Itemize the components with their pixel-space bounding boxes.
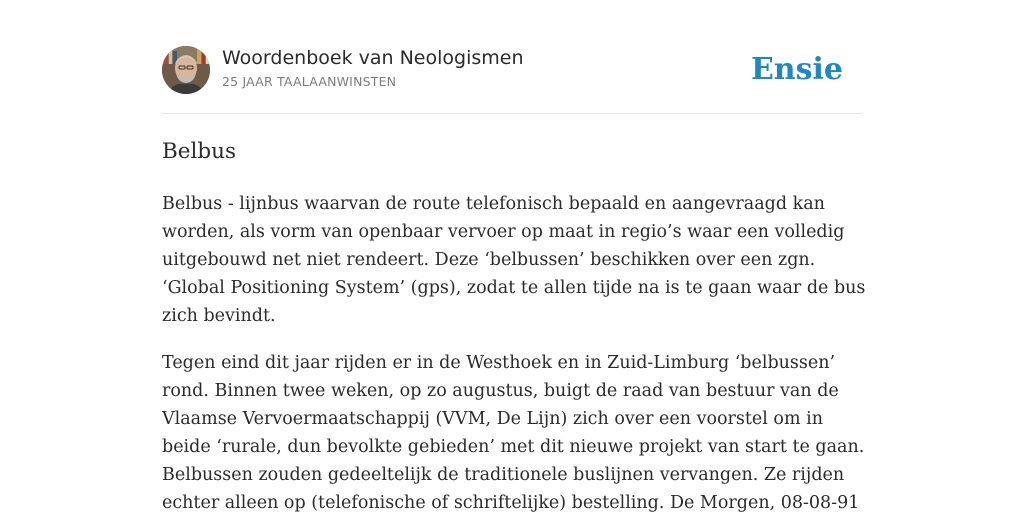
entry-definition-paragraph: Belbus - lijnbus waarvan de route telefonisch bepaald en aangevraagd kan worden, als vorm van openbaar vervoer op maat in regio’s waar een volledig uitgebouwd net niet rendeert. Deze ‘belbussen’ beschikken over een zgn. ‘Global Positioning System’ (gps), zodat te allen tijde na is te gaan waar de bus zich bevindt. (162, 194, 866, 326)
header-divider (162, 113, 862, 114)
brand-logo[interactable]: Ensie (750, 52, 843, 87)
blog-subtitle: 25 JAAR TAALAANWINSTEN (222, 74, 397, 89)
author-portrait-icon (162, 46, 210, 94)
entry-quote-paragraph: Tegen eind dit jaar rijden er in de Westhoek en in Zuid-Limburg ‘belbussen’ rond. Binnen twee weken, op zo augustus, buigt de raad van bestuur van de Vlaamse Vervoermaatschappij (VVM, De Lijn) zich over een voorstel om in beide ‘rurale, dun bevolkte gebieden’ met dit nieuwe projekt van start te gaan. Belbussen zouden gedeeltelijk de traditionele buslijnen vervangen. Ze rijden echter alleen op (telefonische of schriftelijke) bestelling. De Morgen, 08-08-91 (162, 353, 865, 512)
entry-title: Belbus (162, 139, 237, 164)
blog-title[interactable]: Woordenboek van Neologismen (222, 47, 524, 69)
avatar[interactable] (162, 46, 210, 94)
site-header (162, 46, 862, 96)
content-wrapper (162, 46, 866, 512)
